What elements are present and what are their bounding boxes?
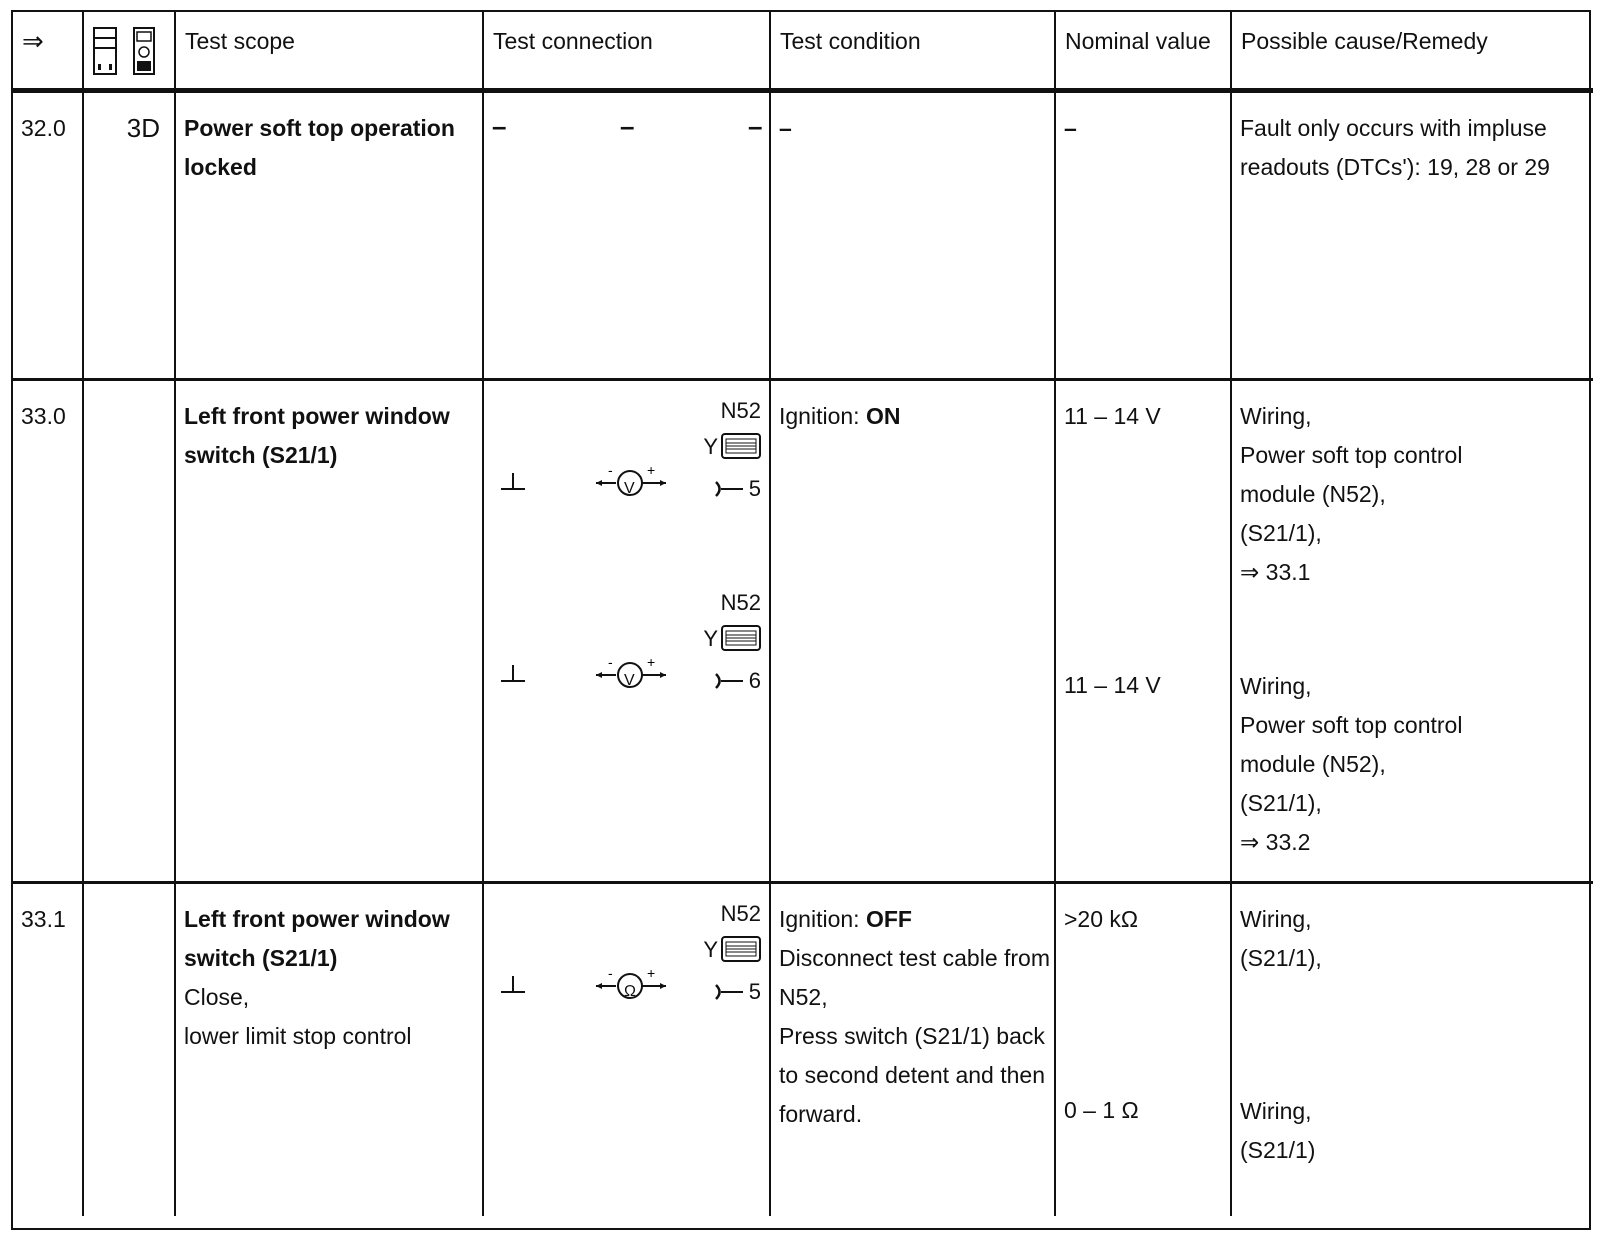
meter-symbol: Ω	[624, 983, 636, 1000]
nominal-value-header: Nominal value	[1055, 12, 1231, 91]
cause-group	[1240, 667, 1593, 862]
possible-cause-cell	[1231, 91, 1593, 380]
test-connection-cell	[483, 883, 770, 1216]
scope-line: Power soft top operation	[184, 115, 455, 141]
scope-line: switch (S21/1)	[184, 442, 338, 468]
ground-icon	[498, 471, 528, 495]
ohmmeter-icon	[594, 966, 674, 1014]
fault-code	[83, 380, 175, 883]
ground-icon	[498, 974, 528, 998]
socket-box	[703, 623, 761, 653]
dash: –	[748, 111, 763, 141]
condition-line: Disconnect test cable from	[779, 945, 1051, 971]
cause-line: readouts (DTCs'): 19, 28 or 29	[1240, 154, 1550, 180]
cause-group	[1240, 397, 1593, 592]
cause-line: Wiring,	[1240, 403, 1312, 429]
svg-text:+: +	[647, 966, 656, 981]
socket-label: Y	[703, 625, 718, 651]
pin-icon	[713, 671, 745, 691]
svg-text:-: -	[608, 655, 613, 670]
module-label: N52	[720, 901, 761, 926]
test-scope-cell	[175, 883, 483, 1216]
cause-line: Wiring,	[1240, 1098, 1312, 1124]
condition-line: forward.	[779, 1101, 863, 1127]
voltmeter-icon	[594, 463, 674, 511]
svg-text:-: -	[608, 966, 613, 981]
connection-diagram	[492, 900, 767, 1020]
test-condition-cell: –	[770, 91, 1055, 380]
condition-line	[779, 900, 1054, 939]
scope-line: locked	[184, 154, 257, 180]
pin-connector	[713, 661, 761, 700]
cause-line: (S21/1),	[1240, 945, 1322, 971]
table-row	[13, 380, 1593, 883]
test-table	[13, 12, 1593, 1216]
scope-line: Left front power window	[184, 906, 450, 932]
header-row	[13, 12, 1593, 91]
table-row	[13, 883, 1593, 1216]
socket-label: Y	[703, 433, 718, 459]
cause-group	[1240, 900, 1593, 978]
condition-label: Ignition:	[779, 906, 866, 932]
test-condition-cell	[770, 883, 1055, 1216]
possible-cause-header: Possible cause/Remedy	[1231, 12, 1593, 91]
svg-text:+: +	[647, 463, 656, 478]
connection-diagram	[492, 397, 767, 517]
cause-line: module (N52),	[1240, 481, 1386, 507]
condition-label: Ignition:	[779, 403, 866, 429]
svg-text:+: +	[647, 655, 656, 670]
connector-icon	[721, 433, 761, 459]
fault-code: 3D	[83, 91, 175, 380]
connector-icon	[721, 936, 761, 962]
device-column-header	[83, 12, 175, 91]
step-number: 33.1	[13, 883, 83, 1216]
possible-cause-cell	[1231, 883, 1593, 1216]
pin-number: 6	[748, 668, 761, 693]
step-number: 32.0	[13, 91, 83, 380]
nominal-value-cell	[1055, 380, 1231, 883]
test-scope-cell	[175, 380, 483, 883]
cause-line: ⇒ 33.1	[1240, 559, 1311, 585]
test-condition-cell	[770, 380, 1055, 883]
fault-code	[83, 883, 175, 1216]
cause-line: (S21/1),	[1240, 520, 1322, 546]
pin-number: 5	[748, 476, 761, 501]
condition-line: Press switch (S21/1) back	[779, 1023, 1045, 1049]
nominal-line: 0 – 1 Ω	[1064, 1097, 1139, 1123]
scope-line: switch (S21/1)	[184, 945, 338, 971]
test-condition-header: Test condition	[770, 12, 1055, 91]
arrow-icon: ⇒	[22, 26, 44, 56]
svg-text:-: -	[608, 463, 613, 478]
socket-box	[703, 431, 761, 461]
connection-dashes	[492, 109, 769, 149]
possible-cause-cell	[1231, 380, 1593, 883]
tester-icon	[92, 26, 118, 88]
pin-icon	[713, 982, 745, 1002]
connection-diagram	[492, 589, 767, 709]
table-row	[13, 91, 1593, 380]
pin-number: 5	[748, 979, 761, 1004]
cause-line: Wiring,	[1240, 673, 1312, 699]
cause-line: Fault only occurs with impluse	[1240, 115, 1547, 141]
nominal-line: 11 – 14 V	[1064, 672, 1161, 698]
test-scope-cell	[175, 91, 483, 380]
connector-icon	[721, 625, 761, 651]
test-connection-cell	[483, 91, 770, 380]
pin-connector	[713, 972, 761, 1011]
test-scope-header: Test scope	[175, 12, 483, 91]
scope-line: Left front power window	[184, 403, 450, 429]
pin-icon	[713, 479, 745, 499]
nominal-line: >20 kΩ	[1064, 906, 1139, 932]
step-column-header	[13, 12, 83, 91]
nominal-value-cell	[1055, 883, 1231, 1216]
pin-connector	[713, 469, 761, 508]
dash: –	[492, 111, 507, 141]
test-connection-header: Test connection	[483, 12, 770, 91]
condition-value: OFF	[865, 906, 912, 932]
cause-line: module (N52),	[1240, 751, 1386, 777]
socket-label: Y	[703, 936, 718, 962]
condition-line: N52,	[779, 984, 828, 1010]
cause-line: (S21/1),	[1240, 790, 1322, 816]
voltmeter-icon	[594, 655, 674, 703]
ground-icon	[498, 663, 528, 687]
cause-line: (S21/1)	[1240, 1137, 1316, 1163]
diagnostic-test-table	[11, 10, 1591, 1230]
meter-symbol: V	[624, 480, 635, 497]
condition-value: ON	[865, 403, 901, 429]
cause-line: ⇒ 33.2	[1240, 829, 1311, 855]
module-label: N52	[720, 590, 761, 615]
scope-line: lower limit stop control	[184, 1023, 412, 1049]
multimeter-icon	[132, 26, 156, 88]
dash: –	[620, 111, 635, 141]
cause-line: Power soft top control	[1240, 712, 1463, 738]
scope-line: Close,	[184, 984, 250, 1010]
nominal-line: 11 – 14 V	[1064, 403, 1161, 429]
step-number: 33.0	[13, 380, 83, 883]
cause-line: Wiring,	[1240, 906, 1312, 932]
cause-line: Power soft top control	[1240, 442, 1463, 468]
condition-line: to second detent and then	[779, 1062, 1045, 1088]
cause-group	[1240, 1092, 1593, 1170]
meter-symbol: V	[624, 672, 635, 689]
nominal-value-cell: –	[1055, 91, 1231, 380]
module-label: N52	[720, 398, 761, 423]
socket-box	[703, 934, 761, 964]
test-connection-cell	[483, 380, 770, 883]
